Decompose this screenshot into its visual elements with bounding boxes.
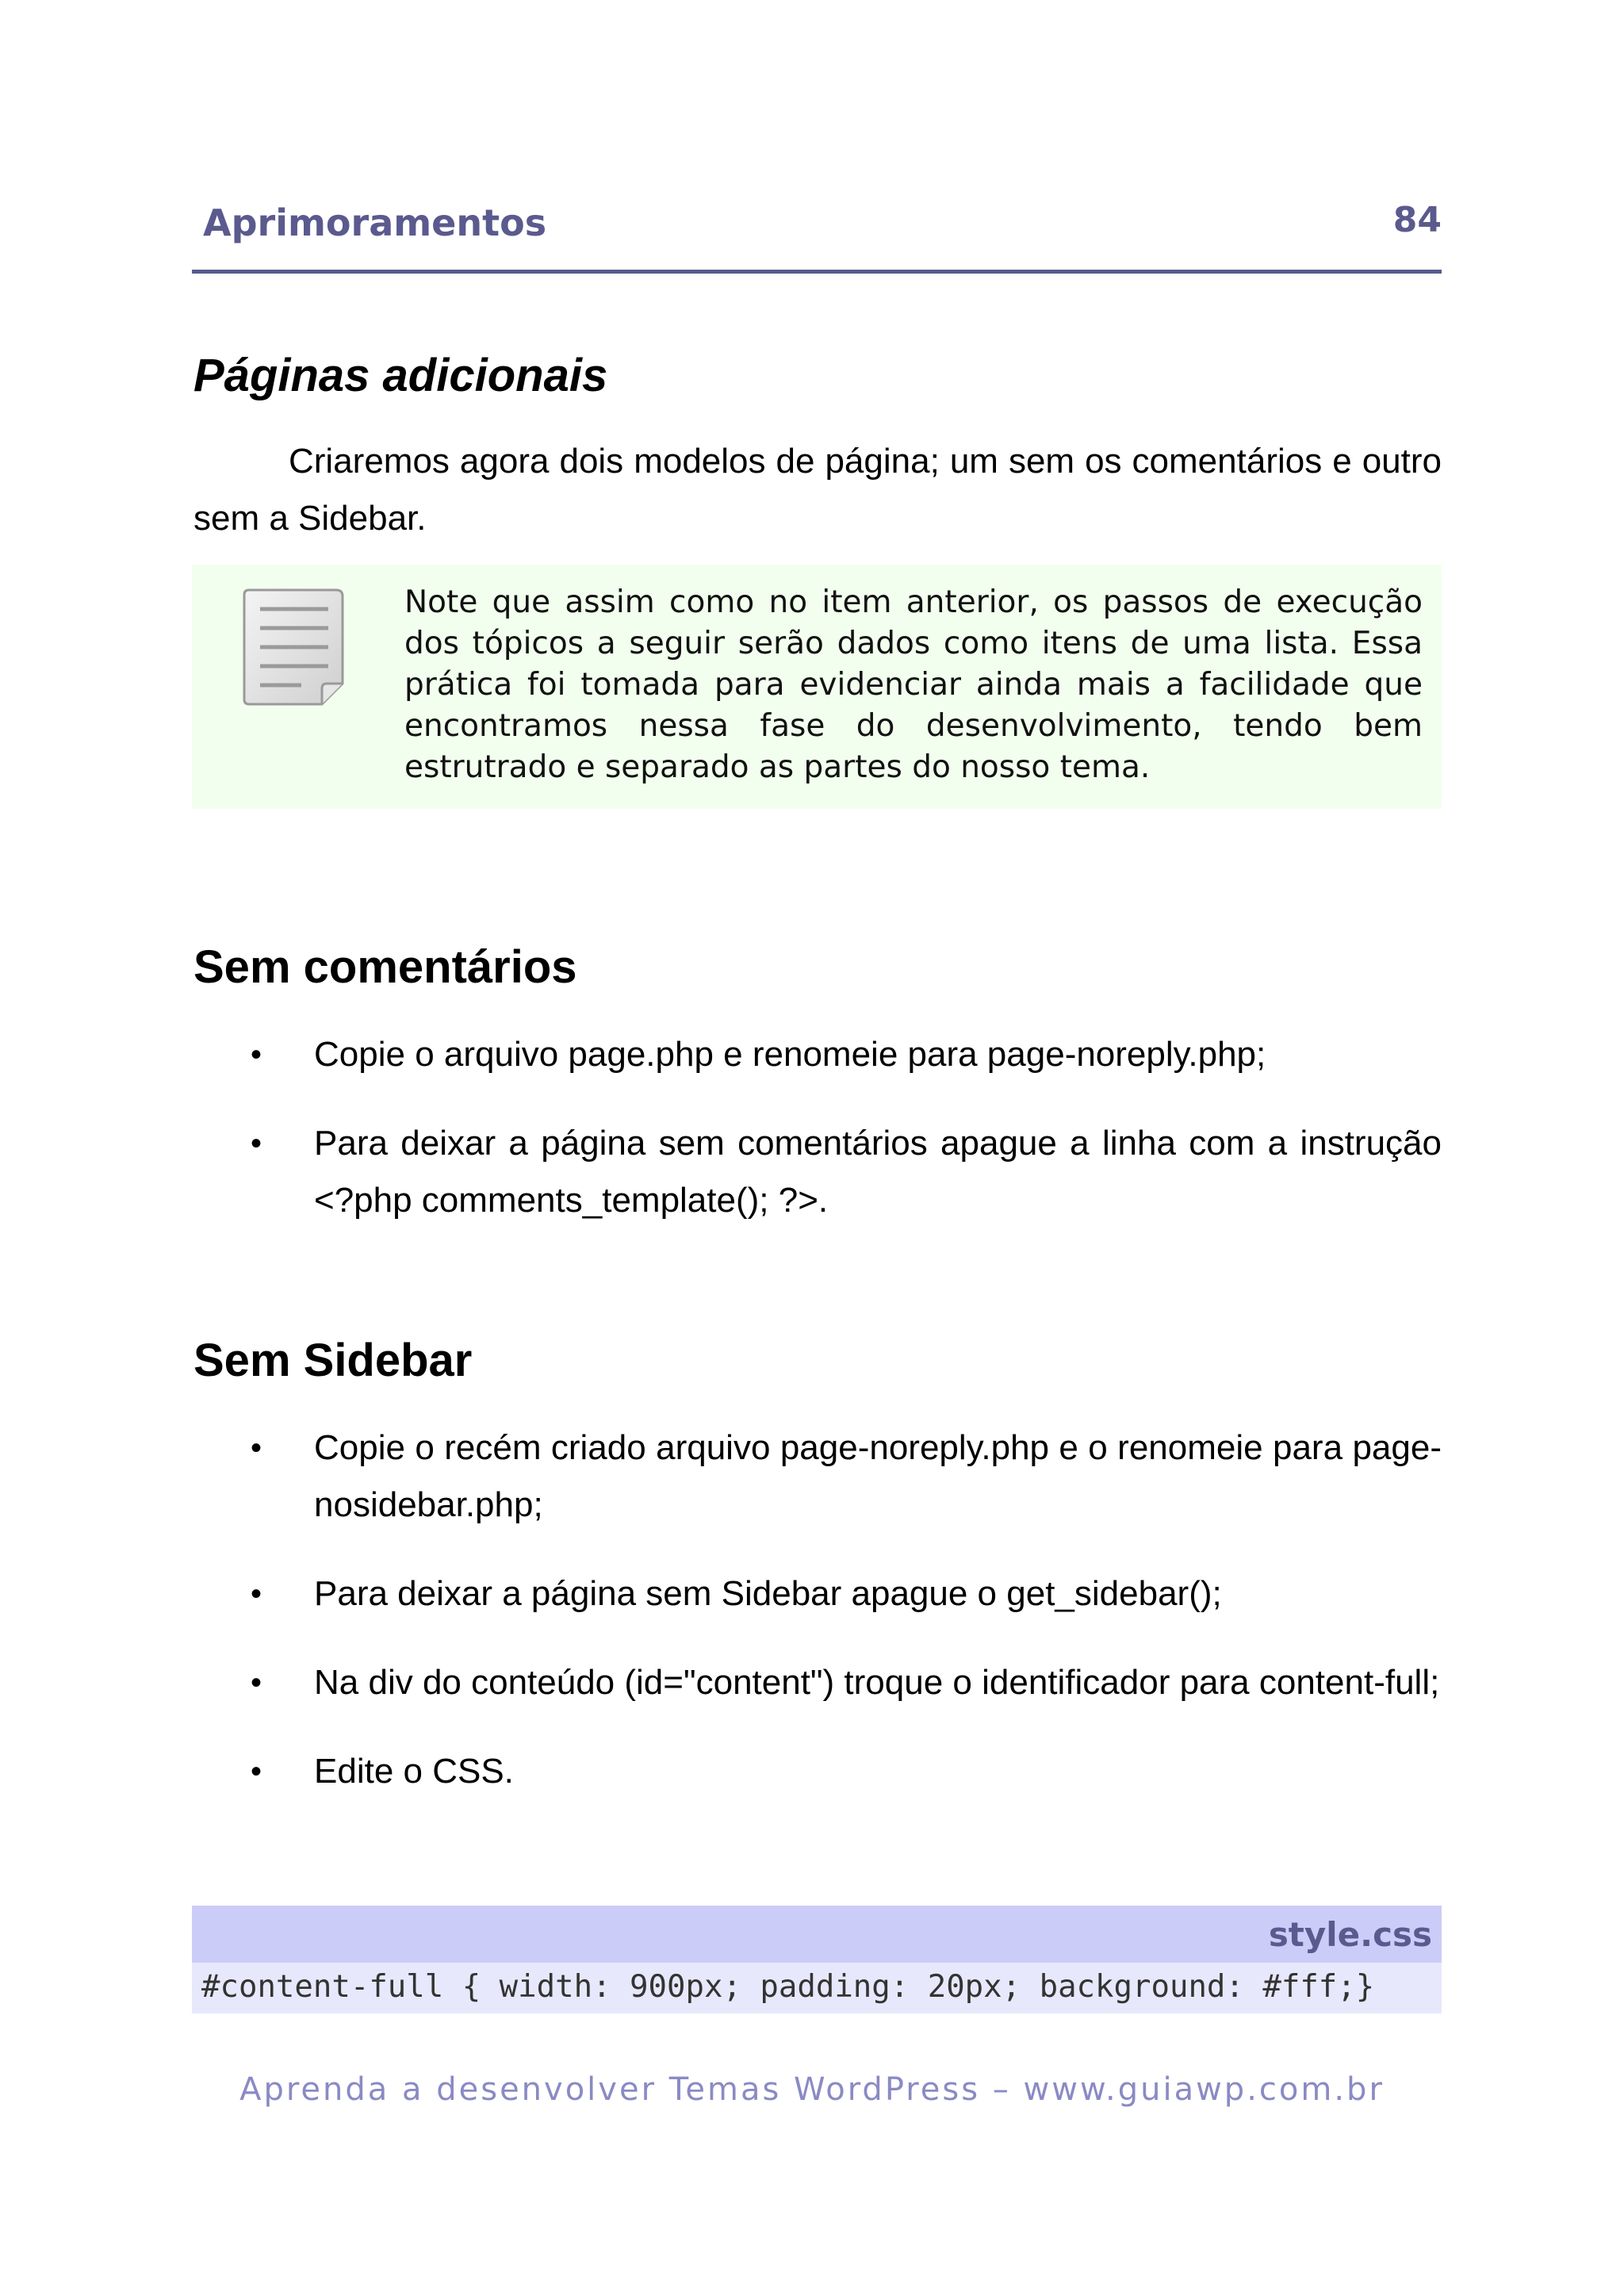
- code-block: [192, 1963, 1442, 2013]
- sem-comentarios-list: [193, 1026, 1442, 1229]
- list-item: [193, 1419, 1442, 1534]
- bullet-icon: •: [251, 1126, 262, 1161]
- list-item-text: Na div do conteúdo (id="content") troque o identificador para content-full;: [314, 1663, 1440, 1702]
- bullet-icon: •: [251, 1576, 262, 1611]
- page-number: 84: [1392, 200, 1442, 240]
- bullet-icon: •: [251, 1754, 262, 1789]
- code-line: #content-full { width: 900px; padding: 20px; background: #fff;}: [201, 1969, 1375, 2005]
- section-title-sem-comentarios: Sem comentários: [193, 941, 577, 993]
- section-title-paginas-adicionais: Páginas adicionais: [193, 350, 608, 401]
- note-text: Note que assim como no item anterior, os passos de execução dos tópicos a seguir serão dados como itens de uma lista. Essa prática foi tomada para evidenciar ainda mais a facilidade que encontramos nessa fase do desenvolvimento, tendo bem estrutrado e separado as partes do nosso tema.: [404, 584, 1423, 785]
- header-divider: [192, 270, 1442, 274]
- footer-text: Aprenda a desenvolver Temas WordPress – www.guiawp.com.br: [239, 2071, 1385, 2108]
- list-item: [193, 1026, 1442, 1083]
- bullet-icon: •: [251, 1665, 262, 1700]
- chapter-title: Aprimoramentos: [203, 201, 547, 244]
- intro-paragraph: [193, 433, 1442, 547]
- list-item: [193, 1654, 1442, 1711]
- list-item-text: Copie o arquivo page.php e renomeie para page-noreply.php;: [314, 1035, 1266, 1074]
- code-filename: style.css: [1268, 1915, 1432, 1954]
- bullet-icon: •: [251, 1037, 262, 1072]
- sem-sidebar-list: [193, 1419, 1442, 1800]
- intro-paragraph-text: Criaremos agora dois modelos de página; um sem os comentários e outro sem a Sidebar.: [193, 442, 1442, 538]
- list-item-text: Copie o recém criado arquivo page-noreply.php e o renomeie para page-nosidebar.php;: [314, 1428, 1442, 1524]
- section-title-sem-sidebar: Sem Sidebar: [193, 1335, 473, 1386]
- list-item-text: Para deixar a página sem Sidebar apague o get_sidebar();: [314, 1574, 1222, 1613]
- note-icon: [243, 588, 346, 706]
- bullet-icon: •: [251, 1431, 262, 1465]
- list-item-text: Para deixar a página sem comentários apague a linha com a instrução <?php comments_template(); ?>.: [314, 1124, 1442, 1220]
- list-item: [193, 1565, 1442, 1622]
- list-item: [193, 1115, 1442, 1229]
- note-box: [192, 565, 1442, 809]
- code-block-header: [192, 1906, 1442, 1963]
- list-item: [193, 1743, 1442, 1800]
- list-item-text: Edite o CSS.: [314, 1752, 514, 1791]
